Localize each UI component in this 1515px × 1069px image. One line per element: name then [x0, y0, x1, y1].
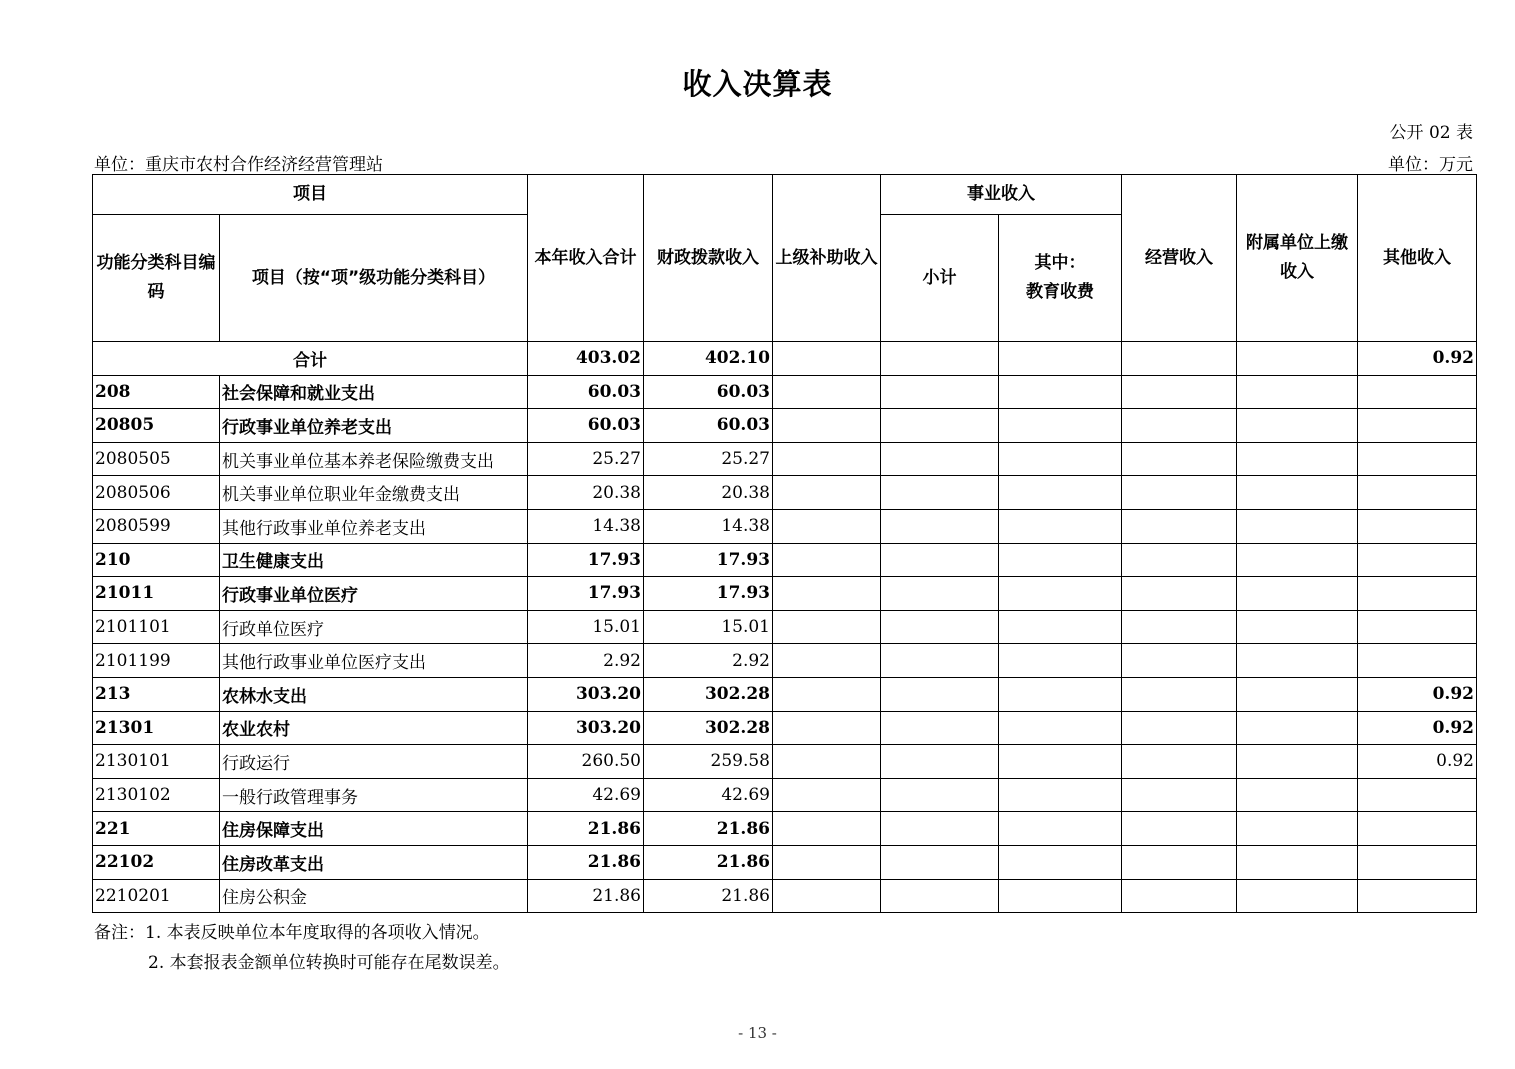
row-career-subtotal [881, 375, 999, 409]
row-fiscal: 259.58 [644, 745, 773, 779]
row-superior [773, 409, 881, 443]
page-title: 收入决算表 [682, 67, 833, 101]
row-education [999, 409, 1122, 443]
row-other [1358, 543, 1477, 577]
currency-unit: 单位：万元 [1388, 155, 1473, 175]
row-other: 0.92 [1358, 677, 1477, 711]
row-superior [773, 610, 881, 644]
row-code: 210 [93, 543, 220, 577]
row-other: 0.92 [1358, 711, 1477, 745]
row-code: 2130101 [93, 745, 220, 779]
row-operating [1122, 442, 1237, 476]
total-education [999, 342, 1122, 376]
form-number: 公开 02 表 [1389, 123, 1473, 143]
row-code: 20805 [93, 409, 220, 443]
row-fiscal: 17.93 [644, 577, 773, 611]
row-education [999, 543, 1122, 577]
row-affiliated [1237, 509, 1358, 543]
row-affiliated [1237, 677, 1358, 711]
total-affiliated [1237, 342, 1358, 376]
row-fiscal: 15.01 [644, 610, 773, 644]
header-fiscal: 财政拨款收入 [644, 175, 773, 342]
row-total: 17.93 [528, 577, 644, 611]
row-fiscal: 21.86 [644, 812, 773, 846]
row-name: 住房公积金 [220, 879, 528, 913]
row-affiliated [1237, 577, 1358, 611]
row-affiliated [1237, 879, 1358, 913]
row-name: 行政单位医疗 [220, 610, 528, 644]
row-name: 行政事业单位养老支出 [220, 409, 528, 443]
total-subtotal [881, 342, 999, 376]
table-row [93, 442, 1477, 476]
table-row [93, 476, 1477, 510]
row-name: 卫生健康支出 [220, 543, 528, 577]
row-other [1358, 845, 1477, 879]
total-other: 0.92 [1358, 342, 1477, 376]
row-superior [773, 845, 881, 879]
row-name: 其他行政事业单位养老支出 [220, 509, 528, 543]
row-education [999, 610, 1122, 644]
row-education [999, 778, 1122, 812]
table-row [93, 745, 1477, 779]
row-fiscal: 302.28 [644, 711, 773, 745]
row-career-subtotal [881, 442, 999, 476]
header-project: 项目 [93, 175, 528, 215]
row-other [1358, 577, 1477, 611]
row-superior [773, 879, 881, 913]
row-career-subtotal [881, 745, 999, 779]
row-other [1358, 644, 1477, 678]
row-operating [1122, 711, 1237, 745]
table-row [93, 577, 1477, 611]
row-fiscal: 60.03 [644, 375, 773, 409]
row-superior [773, 543, 881, 577]
row-education [999, 711, 1122, 745]
table-row [93, 812, 1477, 846]
row-fiscal: 302.28 [644, 677, 773, 711]
row-total: 42.69 [528, 778, 644, 812]
row-education [999, 476, 1122, 510]
row-operating [1122, 409, 1237, 443]
row-operating [1122, 610, 1237, 644]
row-education [999, 442, 1122, 476]
row-career-subtotal [881, 677, 999, 711]
row-affiliated [1237, 442, 1358, 476]
row-career-subtotal [881, 577, 999, 611]
row-other [1358, 879, 1477, 913]
reporting-unit: 单位：重庆市农村合作经济经营管理站 [94, 155, 383, 175]
row-operating [1122, 879, 1237, 913]
row-other [1358, 509, 1477, 543]
row-operating [1122, 812, 1237, 846]
row-education [999, 677, 1122, 711]
row-total: 303.20 [528, 677, 644, 711]
table-row [93, 711, 1477, 745]
row-career-subtotal [881, 409, 999, 443]
header-func-code: 功能分类科目编码 [93, 215, 220, 342]
row-code: 208 [93, 375, 220, 409]
row-name: 机关事业单位职业年金缴费支出 [220, 476, 528, 510]
table-row [93, 845, 1477, 879]
row-code: 2080505 [93, 442, 220, 476]
row-name: 其他行政事业单位医疗支出 [220, 644, 528, 678]
row-other [1358, 409, 1477, 443]
row-other [1358, 375, 1477, 409]
header-total: 本年收入合计 [528, 175, 644, 342]
row-code: 2080599 [93, 509, 220, 543]
header-of-which: 其中： [1034, 253, 1086, 273]
table-row [93, 644, 1477, 678]
row-operating [1122, 778, 1237, 812]
header-subtotal: 小计 [881, 215, 999, 342]
row-total: 21.86 [528, 845, 644, 879]
table-row [93, 610, 1477, 644]
note-2: 2. 本套报表金额单位转换时可能存在尾数误差。 [148, 953, 510, 973]
row-other [1358, 476, 1477, 510]
row-other [1358, 812, 1477, 846]
row-code: 21301 [93, 711, 220, 745]
row-education [999, 375, 1122, 409]
row-total: 14.38 [528, 509, 644, 543]
total-label: 合计 [93, 342, 528, 376]
row-career-subtotal [881, 509, 999, 543]
row-education [999, 812, 1122, 846]
header-superior: 上级补助收入 [773, 175, 881, 342]
row-operating [1122, 509, 1237, 543]
row-name: 农业农村 [220, 711, 528, 745]
row-career-subtotal [881, 610, 999, 644]
row-operating [1122, 476, 1237, 510]
row-education [999, 845, 1122, 879]
row-affiliated [1237, 745, 1358, 779]
row-career-subtotal [881, 778, 999, 812]
row-operating [1122, 543, 1237, 577]
row-total: 15.01 [528, 610, 644, 644]
row-operating [1122, 644, 1237, 678]
row-superior [773, 745, 881, 779]
row-code: 2101199 [93, 644, 220, 678]
row-name: 行政事业单位医疗 [220, 577, 528, 611]
row-fiscal: 60.03 [644, 409, 773, 443]
row-code: 2210201 [93, 879, 220, 913]
row-name: 住房改革支出 [220, 845, 528, 879]
row-name: 农林水支出 [220, 677, 528, 711]
table-row [93, 509, 1477, 543]
row-education [999, 577, 1122, 611]
row-superior [773, 644, 881, 678]
row-education [999, 644, 1122, 678]
row-fiscal: 2.92 [644, 644, 773, 678]
row-career-subtotal [881, 476, 999, 510]
row-fiscal: 20.38 [644, 476, 773, 510]
row-code: 221 [93, 812, 220, 846]
row-other [1358, 442, 1477, 476]
row-affiliated [1237, 845, 1358, 879]
row-code: 22102 [93, 845, 220, 879]
page-number: - 13 - [738, 1024, 777, 1042]
table-row [93, 375, 1477, 409]
row-fiscal: 21.86 [644, 879, 773, 913]
row-name: 行政运行 [220, 745, 528, 779]
header-func-item: 项目（按“项”级功能分类科目） [220, 215, 528, 342]
row-superior [773, 577, 881, 611]
row-affiliated [1237, 812, 1358, 846]
row-name: 机关事业单位基本养老保险缴费支出 [220, 442, 528, 476]
row-affiliated [1237, 409, 1358, 443]
row-career-subtotal [881, 711, 999, 745]
total-row [93, 342, 1477, 376]
row-career-subtotal [881, 845, 999, 879]
row-superior [773, 778, 881, 812]
row-total: 60.03 [528, 375, 644, 409]
header-education [999, 215, 1122, 342]
total-superior [773, 342, 881, 376]
row-code: 21011 [93, 577, 220, 611]
row-operating [1122, 845, 1237, 879]
row-total: 17.93 [528, 543, 644, 577]
table-row [93, 409, 1477, 443]
row-name: 一般行政管理事务 [220, 778, 528, 812]
row-other [1358, 778, 1477, 812]
row-fiscal: 17.93 [644, 543, 773, 577]
table-row [93, 677, 1477, 711]
row-education [999, 745, 1122, 779]
row-code: 2130102 [93, 778, 220, 812]
row-total: 25.27 [528, 442, 644, 476]
row-career-subtotal [881, 879, 999, 913]
header-career: 事业收入 [881, 175, 1122, 215]
row-affiliated [1237, 543, 1358, 577]
table-row [93, 778, 1477, 812]
row-total: 20.38 [528, 476, 644, 510]
row-career-subtotal [881, 812, 999, 846]
row-superior [773, 442, 881, 476]
row-superior [773, 375, 881, 409]
row-other: 0.92 [1358, 745, 1477, 779]
row-total: 21.86 [528, 879, 644, 913]
row-education [999, 509, 1122, 543]
notes [94, 918, 510, 978]
row-affiliated [1237, 610, 1358, 644]
row-operating [1122, 745, 1237, 779]
row-affiliated [1237, 375, 1358, 409]
row-superior [773, 812, 881, 846]
header-affiliated: 附属单位上缴收入 [1237, 175, 1358, 342]
row-education [999, 879, 1122, 913]
table-row [93, 543, 1477, 577]
row-operating [1122, 375, 1237, 409]
header-other: 其他收入 [1358, 175, 1477, 342]
row-total: 21.86 [528, 812, 644, 846]
total-fiscal: 402.10 [644, 342, 773, 376]
row-operating [1122, 677, 1237, 711]
row-affiliated [1237, 711, 1358, 745]
row-code: 213 [93, 677, 220, 711]
total-operating [1122, 342, 1237, 376]
row-other [1358, 610, 1477, 644]
row-affiliated [1237, 644, 1358, 678]
row-total: 303.20 [528, 711, 644, 745]
income-table [92, 174, 1477, 913]
row-superior [773, 677, 881, 711]
row-affiliated [1237, 778, 1358, 812]
row-total: 260.50 [528, 745, 644, 779]
row-fiscal: 42.69 [644, 778, 773, 812]
row-career-subtotal [881, 644, 999, 678]
row-operating [1122, 577, 1237, 611]
row-code: 2101101 [93, 610, 220, 644]
header-education-label: 教育收费 [1026, 282, 1094, 302]
row-total: 60.03 [528, 409, 644, 443]
row-superior [773, 711, 881, 745]
row-affiliated [1237, 476, 1358, 510]
row-career-subtotal [881, 543, 999, 577]
row-code: 2080506 [93, 476, 220, 510]
row-fiscal: 21.86 [644, 845, 773, 879]
row-name: 社会保障和就业支出 [220, 375, 528, 409]
note-1: 备注：1. 本表反映单位本年度取得的各项收入情况。 [94, 923, 490, 943]
row-superior [773, 509, 881, 543]
row-superior [773, 476, 881, 510]
table-row [93, 879, 1477, 913]
row-fiscal: 14.38 [644, 509, 773, 543]
row-fiscal: 25.27 [644, 442, 773, 476]
header-operating: 经营收入 [1122, 175, 1237, 342]
row-name: 住房保障支出 [220, 812, 528, 846]
total-amount: 403.02 [528, 342, 644, 376]
row-total: 2.92 [528, 644, 644, 678]
